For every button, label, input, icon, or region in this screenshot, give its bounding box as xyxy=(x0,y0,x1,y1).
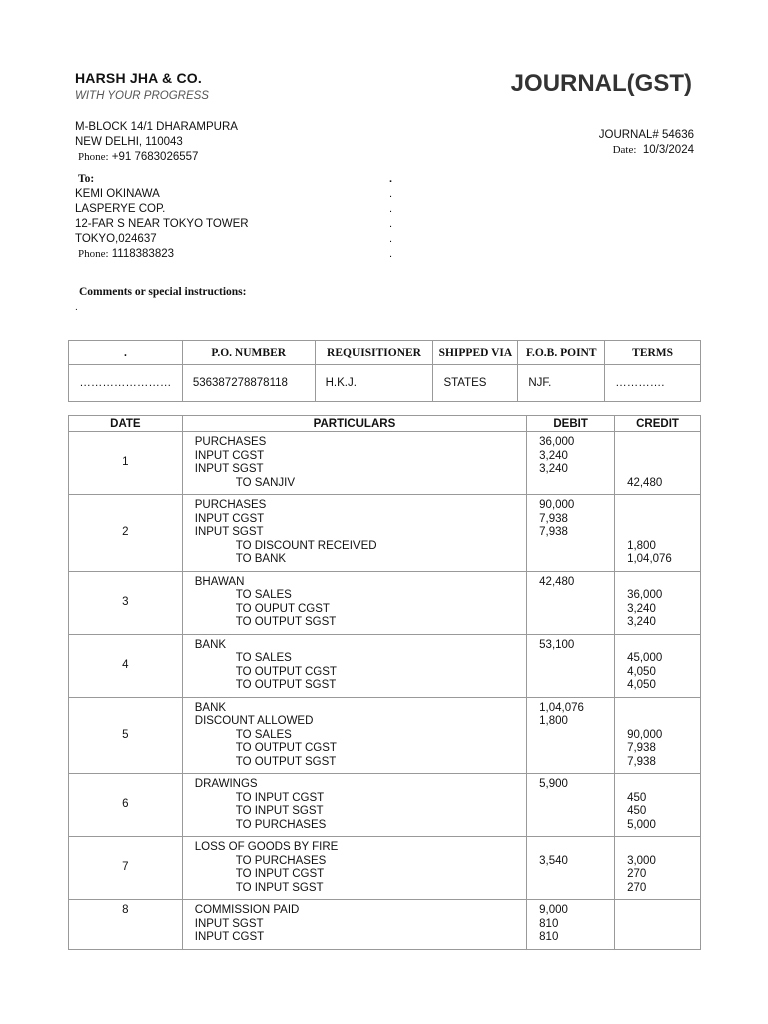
credit-amount xyxy=(627,918,700,932)
debit-amount xyxy=(539,616,614,630)
entry-credit xyxy=(615,495,701,572)
credit-amount xyxy=(627,526,700,540)
entry-particulars xyxy=(182,495,526,572)
particular-line: LOSS OF GOODS BY FIRE xyxy=(194,841,339,853)
particular-line: TO SANJIV xyxy=(235,476,295,489)
entry-credit xyxy=(615,837,701,900)
po-cell: STATES xyxy=(433,365,518,402)
credit-amount: 5,000 xyxy=(627,818,656,831)
journal-entry-row xyxy=(69,432,701,495)
entry-credit xyxy=(615,432,701,495)
entry-debit xyxy=(527,774,615,837)
particular-line: COMMISSION PAID xyxy=(194,904,300,916)
recipient-block xyxy=(75,172,249,262)
particular-line: PURCHASES xyxy=(194,499,267,511)
particular-line: TO DISCOUNT RECEIVED xyxy=(235,539,377,552)
entry-credit xyxy=(615,900,701,950)
debit-amount: 3,240 xyxy=(539,449,568,462)
debit-amount xyxy=(539,792,614,806)
entry-particulars xyxy=(182,697,526,774)
debit-amount: 7,938 xyxy=(539,526,568,538)
journal-header-row xyxy=(69,416,701,432)
document-title: JOURNAL(GST) xyxy=(510,70,692,97)
credit-amount: 3,000 xyxy=(627,854,656,867)
credit-amount xyxy=(627,576,700,590)
particular-line: INPUT SGST xyxy=(194,526,264,538)
debit-amount xyxy=(539,756,614,770)
entry-date: 2 xyxy=(69,495,183,572)
particular-line: INPUT SGST xyxy=(194,917,264,930)
entry-debit xyxy=(527,634,615,697)
debit-amount xyxy=(539,666,614,680)
recipient-name: KEMI OKINAWA xyxy=(75,188,160,200)
credit-amount xyxy=(627,841,700,855)
particular-line: TO OUTPUT CGST xyxy=(235,742,337,754)
debit-amount: 7,938 xyxy=(539,512,568,525)
credit-amount: 7,938 xyxy=(627,742,656,754)
header-date: DATE xyxy=(69,416,183,432)
debit-amount: 1,04,076 xyxy=(539,701,584,714)
particular-line: TO SALES xyxy=(235,652,292,664)
credit-amount: 90,000 xyxy=(627,728,663,741)
entry-date: 8 xyxy=(69,900,183,950)
credit-amount xyxy=(627,450,700,464)
credit-amount xyxy=(627,463,700,477)
address-line-1: M-BLOCK 14/1 DHARAMPURA xyxy=(75,121,238,133)
phone-label: Phone: xyxy=(78,248,109,260)
particular-line: TO OUPUT CGST xyxy=(235,602,330,615)
particular-line: TO INPUT CGST xyxy=(235,791,325,804)
phone-value: 1118383823 xyxy=(111,248,175,260)
particular-line: DRAWINGS xyxy=(194,778,258,790)
address-line-2: NEW DELHI, 110043 xyxy=(75,136,183,148)
debit-amount xyxy=(539,540,614,554)
credit-amount xyxy=(627,904,700,918)
credit-amount: 42,480 xyxy=(627,476,663,489)
particular-line: PURCHASES xyxy=(194,436,267,448)
entry-date: 4 xyxy=(69,634,183,697)
debit-amount: 90,000 xyxy=(539,499,575,511)
particular-line: TO SALES xyxy=(235,728,292,741)
credit-amount xyxy=(627,499,700,513)
particular-line: TO OUTPUT SGST xyxy=(235,755,337,768)
journal-entry-row xyxy=(69,634,701,697)
credit-amount: 4,050 xyxy=(627,679,656,691)
po-cell: …………………… xyxy=(69,365,183,402)
header-debit: DEBIT xyxy=(527,416,615,432)
particular-line: TO OUTPUT SGST xyxy=(235,679,337,691)
credit-amount: 45,000 xyxy=(627,652,663,664)
po-cell: H.K.J. xyxy=(315,365,433,402)
credit-amount: 36,000 xyxy=(627,589,663,601)
entry-particulars xyxy=(182,634,526,697)
debit-amount: 42,480 xyxy=(539,575,575,588)
particular-line: DISCOUNT ALLOWED xyxy=(194,715,314,727)
po-data-row xyxy=(69,365,701,402)
credit-amount: 3,240 xyxy=(627,602,656,615)
journal-entry-row xyxy=(69,774,701,837)
journal-meta xyxy=(599,128,694,158)
credit-amount xyxy=(627,513,700,527)
ship-to-placeholder: . . . . . . xyxy=(389,173,393,260)
credit-amount: 450 xyxy=(627,791,647,804)
po-header-cell: REQUISITIONER xyxy=(315,341,433,365)
debit-amount xyxy=(539,868,614,882)
particular-line: TO INPUT SGST xyxy=(235,805,324,817)
date-value: 10/3/2024 xyxy=(642,144,694,156)
debit-amount xyxy=(539,882,614,896)
entry-particulars xyxy=(182,774,526,837)
recipient-company: LASPERYE COP. xyxy=(75,203,166,215)
entry-credit xyxy=(615,697,701,774)
particular-line: TO OUTPUT CGST xyxy=(235,665,337,678)
particular-line: TO INPUT SGST xyxy=(235,881,324,894)
entry-date: 5 xyxy=(69,697,183,774)
po-cell: 536387278878118 xyxy=(182,365,315,402)
entry-debit xyxy=(527,837,615,900)
entry-debit xyxy=(527,495,615,572)
debit-amount xyxy=(539,841,614,855)
po-cell: NJF. xyxy=(518,365,605,402)
phone-label: Phone: xyxy=(78,151,109,163)
credit-amount: 3,240 xyxy=(627,616,656,628)
entry-date: 3 xyxy=(69,571,183,634)
entry-debit xyxy=(527,432,615,495)
debit-amount: 1,800 xyxy=(539,715,568,727)
entry-particulars xyxy=(182,900,526,950)
credit-amount: 1,04,076 xyxy=(627,553,672,565)
recipient-phone xyxy=(75,247,249,262)
recipient-city: TOKYO,024637 xyxy=(75,233,157,245)
particular-line: INPUT CGST xyxy=(194,512,265,525)
po-header-cell: SHIPPED VIA xyxy=(433,341,518,365)
entry-date: 6 xyxy=(69,774,183,837)
debit-amount: 3,240 xyxy=(539,463,568,475)
journal-number: JOURNAL# 54636 xyxy=(598,129,694,141)
debit-amount xyxy=(539,805,614,819)
debit-amount xyxy=(539,477,614,491)
particular-line: BANK xyxy=(194,638,227,651)
credit-amount: 1,800 xyxy=(627,539,656,552)
credit-amount: 4,050 xyxy=(627,665,656,678)
journal-entry-row xyxy=(69,495,701,572)
particular-line: TO OUTPUT SGST xyxy=(235,616,337,628)
header-particulars: PARTICULARS xyxy=(182,416,526,432)
sender-phone xyxy=(75,150,238,165)
po-table xyxy=(68,340,701,402)
phone-value: +91 7683026557 xyxy=(111,151,199,163)
credit-amount xyxy=(627,702,700,716)
credit-amount xyxy=(627,778,700,792)
credit-amount xyxy=(627,931,700,945)
po-header-cell: TERMS xyxy=(605,341,701,365)
particular-line: TO SALES xyxy=(235,589,292,601)
credit-amount: 270 xyxy=(627,881,647,894)
po-cell: …………. xyxy=(605,365,701,402)
particular-line: INPUT CGST xyxy=(194,931,265,943)
journal-table xyxy=(68,415,701,950)
debit-amount: 3,540 xyxy=(539,854,568,867)
debit-amount xyxy=(539,819,614,833)
debit-amount xyxy=(539,652,614,666)
po-header-row xyxy=(69,341,701,365)
header-credit: CREDIT xyxy=(615,416,701,432)
credit-amount xyxy=(627,715,700,729)
recipient-street: 12-FAR S NEAR TOKYO TOWER xyxy=(75,218,249,230)
debit-amount: 810 xyxy=(539,931,559,943)
company-tagline: WITH YOUR PROGRESS xyxy=(75,90,209,102)
to-label: To: xyxy=(78,173,95,185)
debit-amount xyxy=(539,553,614,567)
credit-amount: 270 xyxy=(627,868,647,880)
journal-date xyxy=(599,143,694,158)
entry-particulars xyxy=(182,837,526,900)
entry-credit xyxy=(615,634,701,697)
journal-entry-row xyxy=(69,837,701,900)
po-header-cell: P.O. NUMBER xyxy=(182,341,315,365)
entry-debit xyxy=(527,571,615,634)
po-header-cell: . xyxy=(69,341,183,365)
debit-amount xyxy=(539,603,614,617)
journal-entry-row xyxy=(69,571,701,634)
particular-line: TO PURCHASES xyxy=(235,818,327,831)
debit-amount xyxy=(539,679,614,693)
entry-date: 7 xyxy=(69,837,183,900)
debit-amount xyxy=(539,742,614,756)
particular-line: TO BANK xyxy=(235,553,287,565)
particular-line: TO INPUT CGST xyxy=(235,868,325,880)
particular-line: INPUT CGST xyxy=(194,449,265,462)
entry-credit xyxy=(615,774,701,837)
debit-amount: 36,000 xyxy=(539,436,575,448)
particular-line: BHAWAN xyxy=(194,575,245,588)
particular-line: TO PURCHASES xyxy=(235,854,327,867)
particular-line: INPUT SGST xyxy=(194,463,264,475)
comments-value: . xyxy=(75,302,78,313)
entry-debit xyxy=(527,697,615,774)
debit-amount: 53,100 xyxy=(539,638,575,651)
journal-entry-row xyxy=(69,697,701,774)
credit-amount: 450 xyxy=(627,805,647,817)
po-header-cell: F.O.B. POINT xyxy=(518,341,605,365)
date-label: Date: xyxy=(612,144,637,156)
journal-entry-row xyxy=(69,900,701,950)
entry-credit xyxy=(615,571,701,634)
debit-amount xyxy=(539,589,614,603)
debit-amount xyxy=(539,729,614,743)
credit-amount xyxy=(627,436,700,450)
particular-line: BANK xyxy=(194,701,227,714)
entry-particulars xyxy=(182,571,526,634)
entry-date: 1 xyxy=(69,432,183,495)
entry-debit xyxy=(527,900,615,950)
debit-amount: 9,000 xyxy=(539,904,568,916)
credit-amount xyxy=(627,639,700,653)
journal-body xyxy=(69,432,701,950)
company-name: HARSH JHA & CO. xyxy=(75,70,202,86)
comments-label: Comments or special instructions: xyxy=(79,286,247,298)
entry-particulars xyxy=(182,432,526,495)
credit-amount: 7,938 xyxy=(627,755,656,768)
sender-address xyxy=(75,120,238,165)
debit-amount: 810 xyxy=(539,917,559,930)
debit-amount: 5,900 xyxy=(539,778,568,790)
